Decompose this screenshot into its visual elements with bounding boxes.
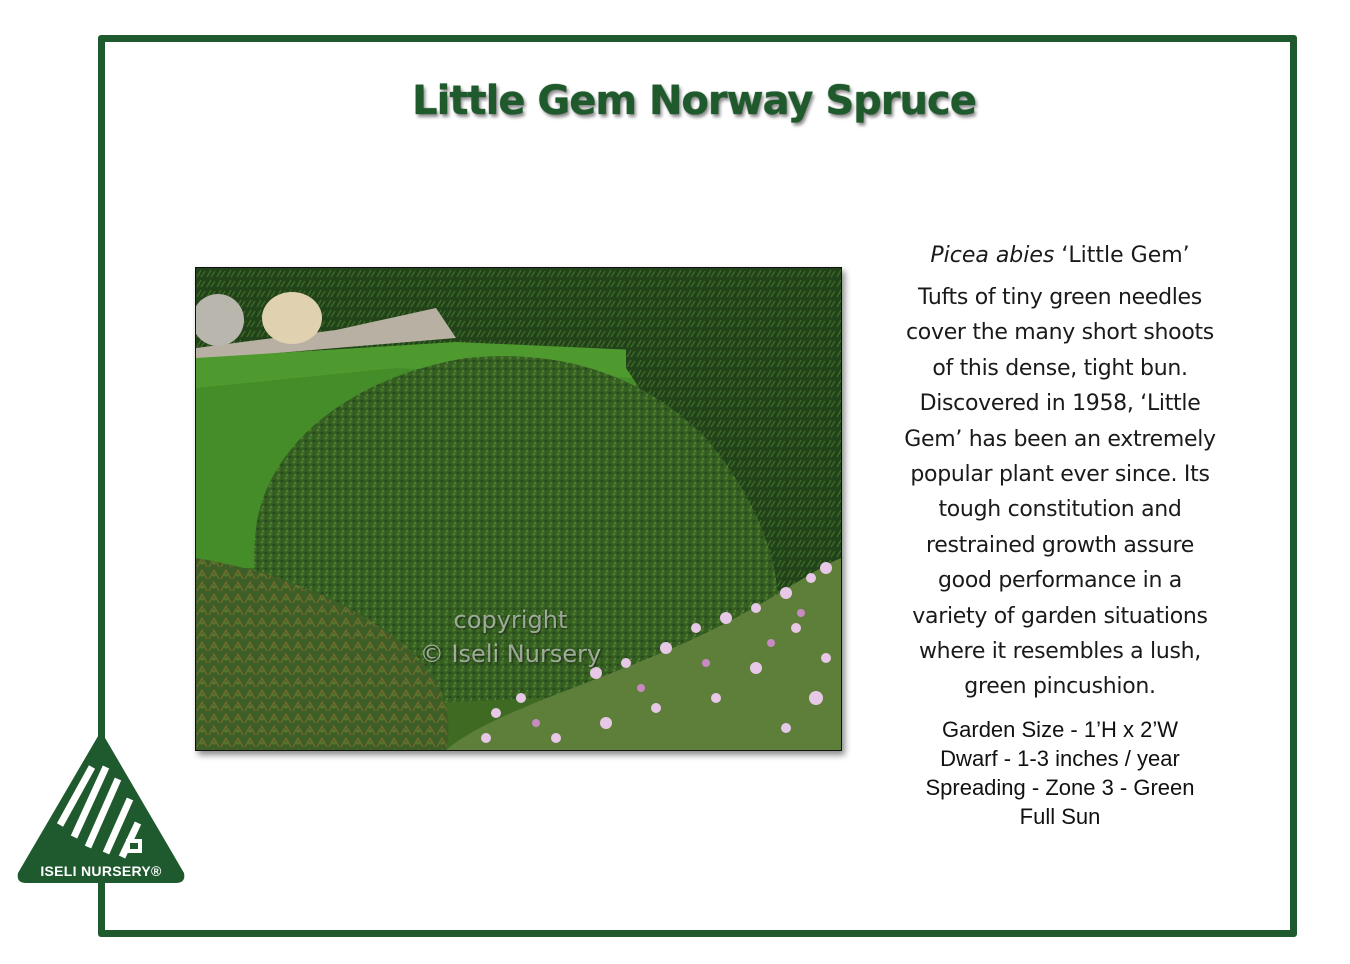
spec-garden-size: Garden Size - 1’H x 2’W	[942, 716, 1178, 742]
watermark-owner: © Iseli Nursery	[419, 640, 602, 668]
botanical-name	[872, 238, 1248, 274]
description-line: green pincushion.	[964, 674, 1156, 700]
description-line: Gem’ has been an extremely	[904, 426, 1216, 452]
iseli-nursery-logo	[14, 727, 188, 887]
description-line: popular plant ever since. Its	[910, 462, 1210, 488]
spec-exposure: Full Sun	[1019, 803, 1101, 829]
description-line: good performance in a	[938, 568, 1182, 594]
description-line: Discovered in 1958, ‘Little	[919, 391, 1201, 417]
description-line: tough constitution and	[938, 497, 1182, 523]
watermark-copyright: copyright	[453, 606, 568, 634]
description-line: cover the many short shoots	[906, 320, 1214, 346]
description-line: variety of garden situations	[912, 603, 1208, 629]
spec-growth-rate: Dwarf - 1-3 inches / year	[940, 745, 1180, 771]
description-line: where it resembles a lush,	[918, 639, 1201, 665]
cultivar-name: ‘Little Gem’	[1061, 243, 1190, 268]
genus-species: Picea abies	[930, 243, 1055, 268]
plant-photo	[195, 267, 842, 751]
logo-text: ISELI NURSERY®	[40, 863, 162, 879]
page-title: Little Gem Norway Spruce	[412, 78, 976, 124]
plant-specs	[872, 715, 1248, 831]
plant-info	[872, 238, 1248, 831]
description-line: restrained growth assure	[925, 532, 1195, 558]
description-line: Tufts of tiny green needles	[918, 285, 1202, 310]
spec-form-zone-color: Spreading - Zone 3 - Green	[925, 774, 1195, 800]
plant-photo-illustration	[196, 268, 841, 750]
description-line: of this dense, tight bun.	[932, 355, 1188, 381]
plant-description	[872, 280, 1248, 705]
